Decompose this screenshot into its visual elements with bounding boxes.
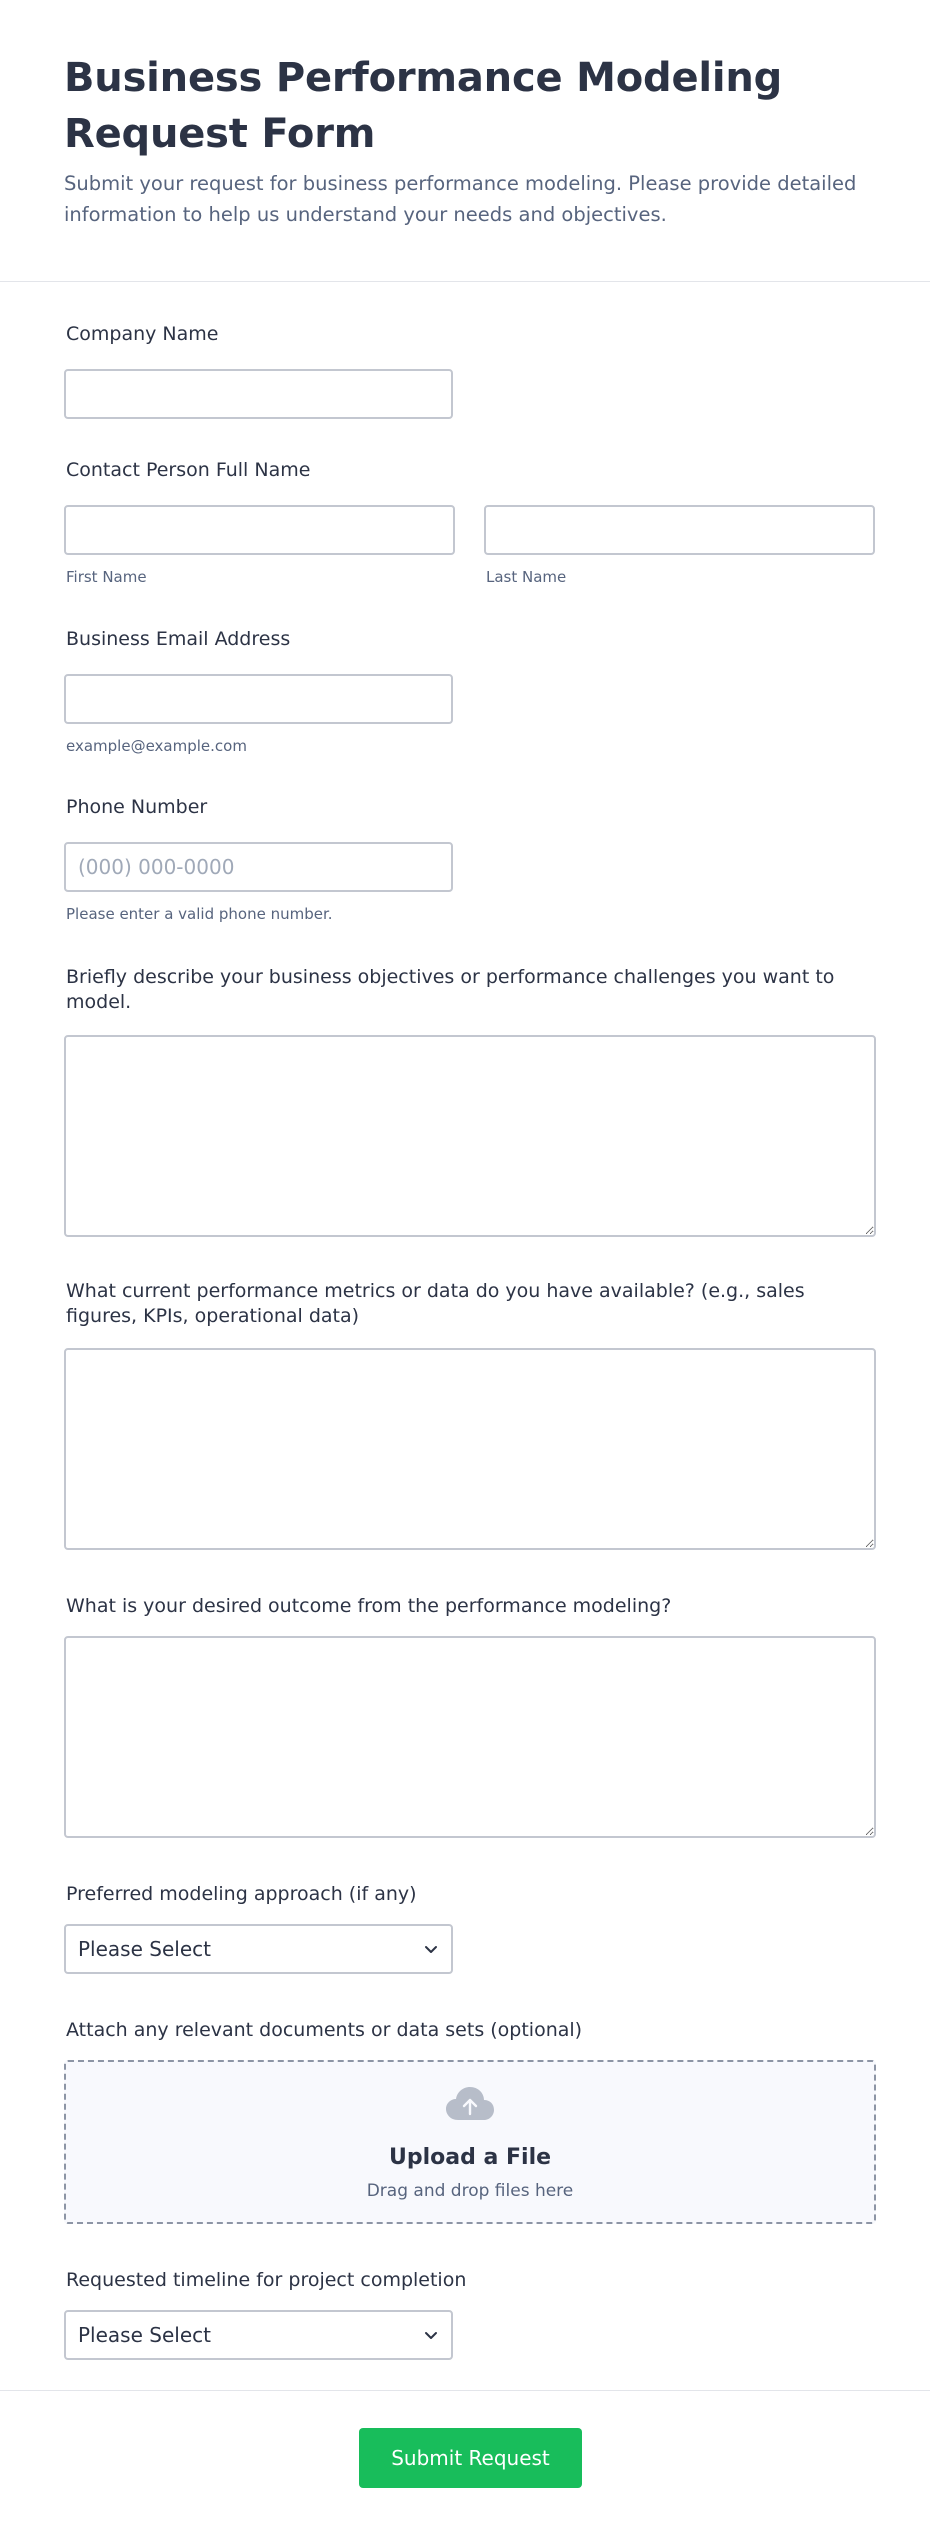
approach-select[interactable] bbox=[64, 1924, 453, 1974]
phone-field bbox=[64, 795, 207, 820]
outcome-textarea[interactable] bbox=[64, 1636, 876, 1838]
outcome-label: What is your desired outcome from the performance modeling? bbox=[66, 1595, 672, 1617]
phone-input[interactable] bbox=[64, 842, 453, 892]
phone-label: Phone Number bbox=[66, 796, 208, 818]
attachments-label: Attach any relevant documents or data sets (optional) bbox=[66, 2019, 583, 2041]
phone-sublabel: Please enter a valid phone number. bbox=[66, 905, 333, 923]
timeline-select[interactable] bbox=[64, 2310, 453, 2360]
form-header bbox=[0, 0, 930, 282]
page-title: Business Performance Modeling Request Form bbox=[64, 55, 783, 157]
approach-selected-value: Please Select bbox=[78, 1937, 211, 1961]
email-input[interactable] bbox=[64, 674, 453, 724]
upload-hint: Drag and drop files here bbox=[366, 2181, 574, 2201]
timeline-selected-value: Please Select bbox=[78, 2323, 211, 2347]
email-field bbox=[64, 627, 290, 652]
company-name-field bbox=[64, 322, 218, 347]
metrics-label: What current performance metrics or data do you have available? (e.g., sales figures, KPIs, operational data) bbox=[66, 1280, 805, 1327]
contact-name-label: Contact Person Full Name bbox=[66, 459, 311, 481]
chevron-down-icon bbox=[423, 1941, 439, 1957]
metrics-field bbox=[64, 1279, 876, 1329]
approach-label: Preferred modeling approach (if any) bbox=[66, 1883, 417, 1905]
last-name-sublabel: Last Name bbox=[486, 568, 567, 586]
timeline-field bbox=[64, 2268, 466, 2293]
first-name-sublabel: First Name bbox=[66, 568, 147, 586]
email-label: Business Email Address bbox=[66, 628, 291, 650]
objectives-label: Briefly describe your business objectives or performance challenges you want to model. bbox=[66, 966, 835, 1013]
submit-request-button[interactable]: Submit Request bbox=[359, 2428, 582, 2488]
upload-title: Upload a File bbox=[388, 2145, 552, 2170]
objectives-field bbox=[64, 965, 876, 1015]
objectives-textarea[interactable] bbox=[64, 1035, 876, 1237]
file-upload-dropzone[interactable] bbox=[64, 2060, 876, 2224]
page-description: Submit your request for business performance modeling. Please provide detailed information to help us understand your needs and objectives. bbox=[64, 172, 857, 226]
form-footer bbox=[0, 2390, 930, 2536]
metrics-textarea[interactable] bbox=[64, 1348, 876, 1550]
email-sublabel: example@example.com bbox=[66, 737, 247, 755]
first-name-input[interactable] bbox=[64, 505, 455, 555]
chevron-down-icon bbox=[423, 2327, 439, 2343]
last-name-input[interactable] bbox=[484, 505, 875, 555]
cloud-upload-icon bbox=[444, 2084, 496, 2124]
company-name-label: Company Name bbox=[66, 323, 219, 345]
attachments-field bbox=[64, 2018, 876, 2043]
outcome-field bbox=[64, 1594, 876, 1619]
contact-name-field bbox=[64, 458, 310, 483]
approach-field bbox=[64, 1882, 417, 1907]
company-name-input[interactable] bbox=[64, 369, 453, 419]
timeline-label: Requested timeline for project completion bbox=[66, 2269, 467, 2291]
